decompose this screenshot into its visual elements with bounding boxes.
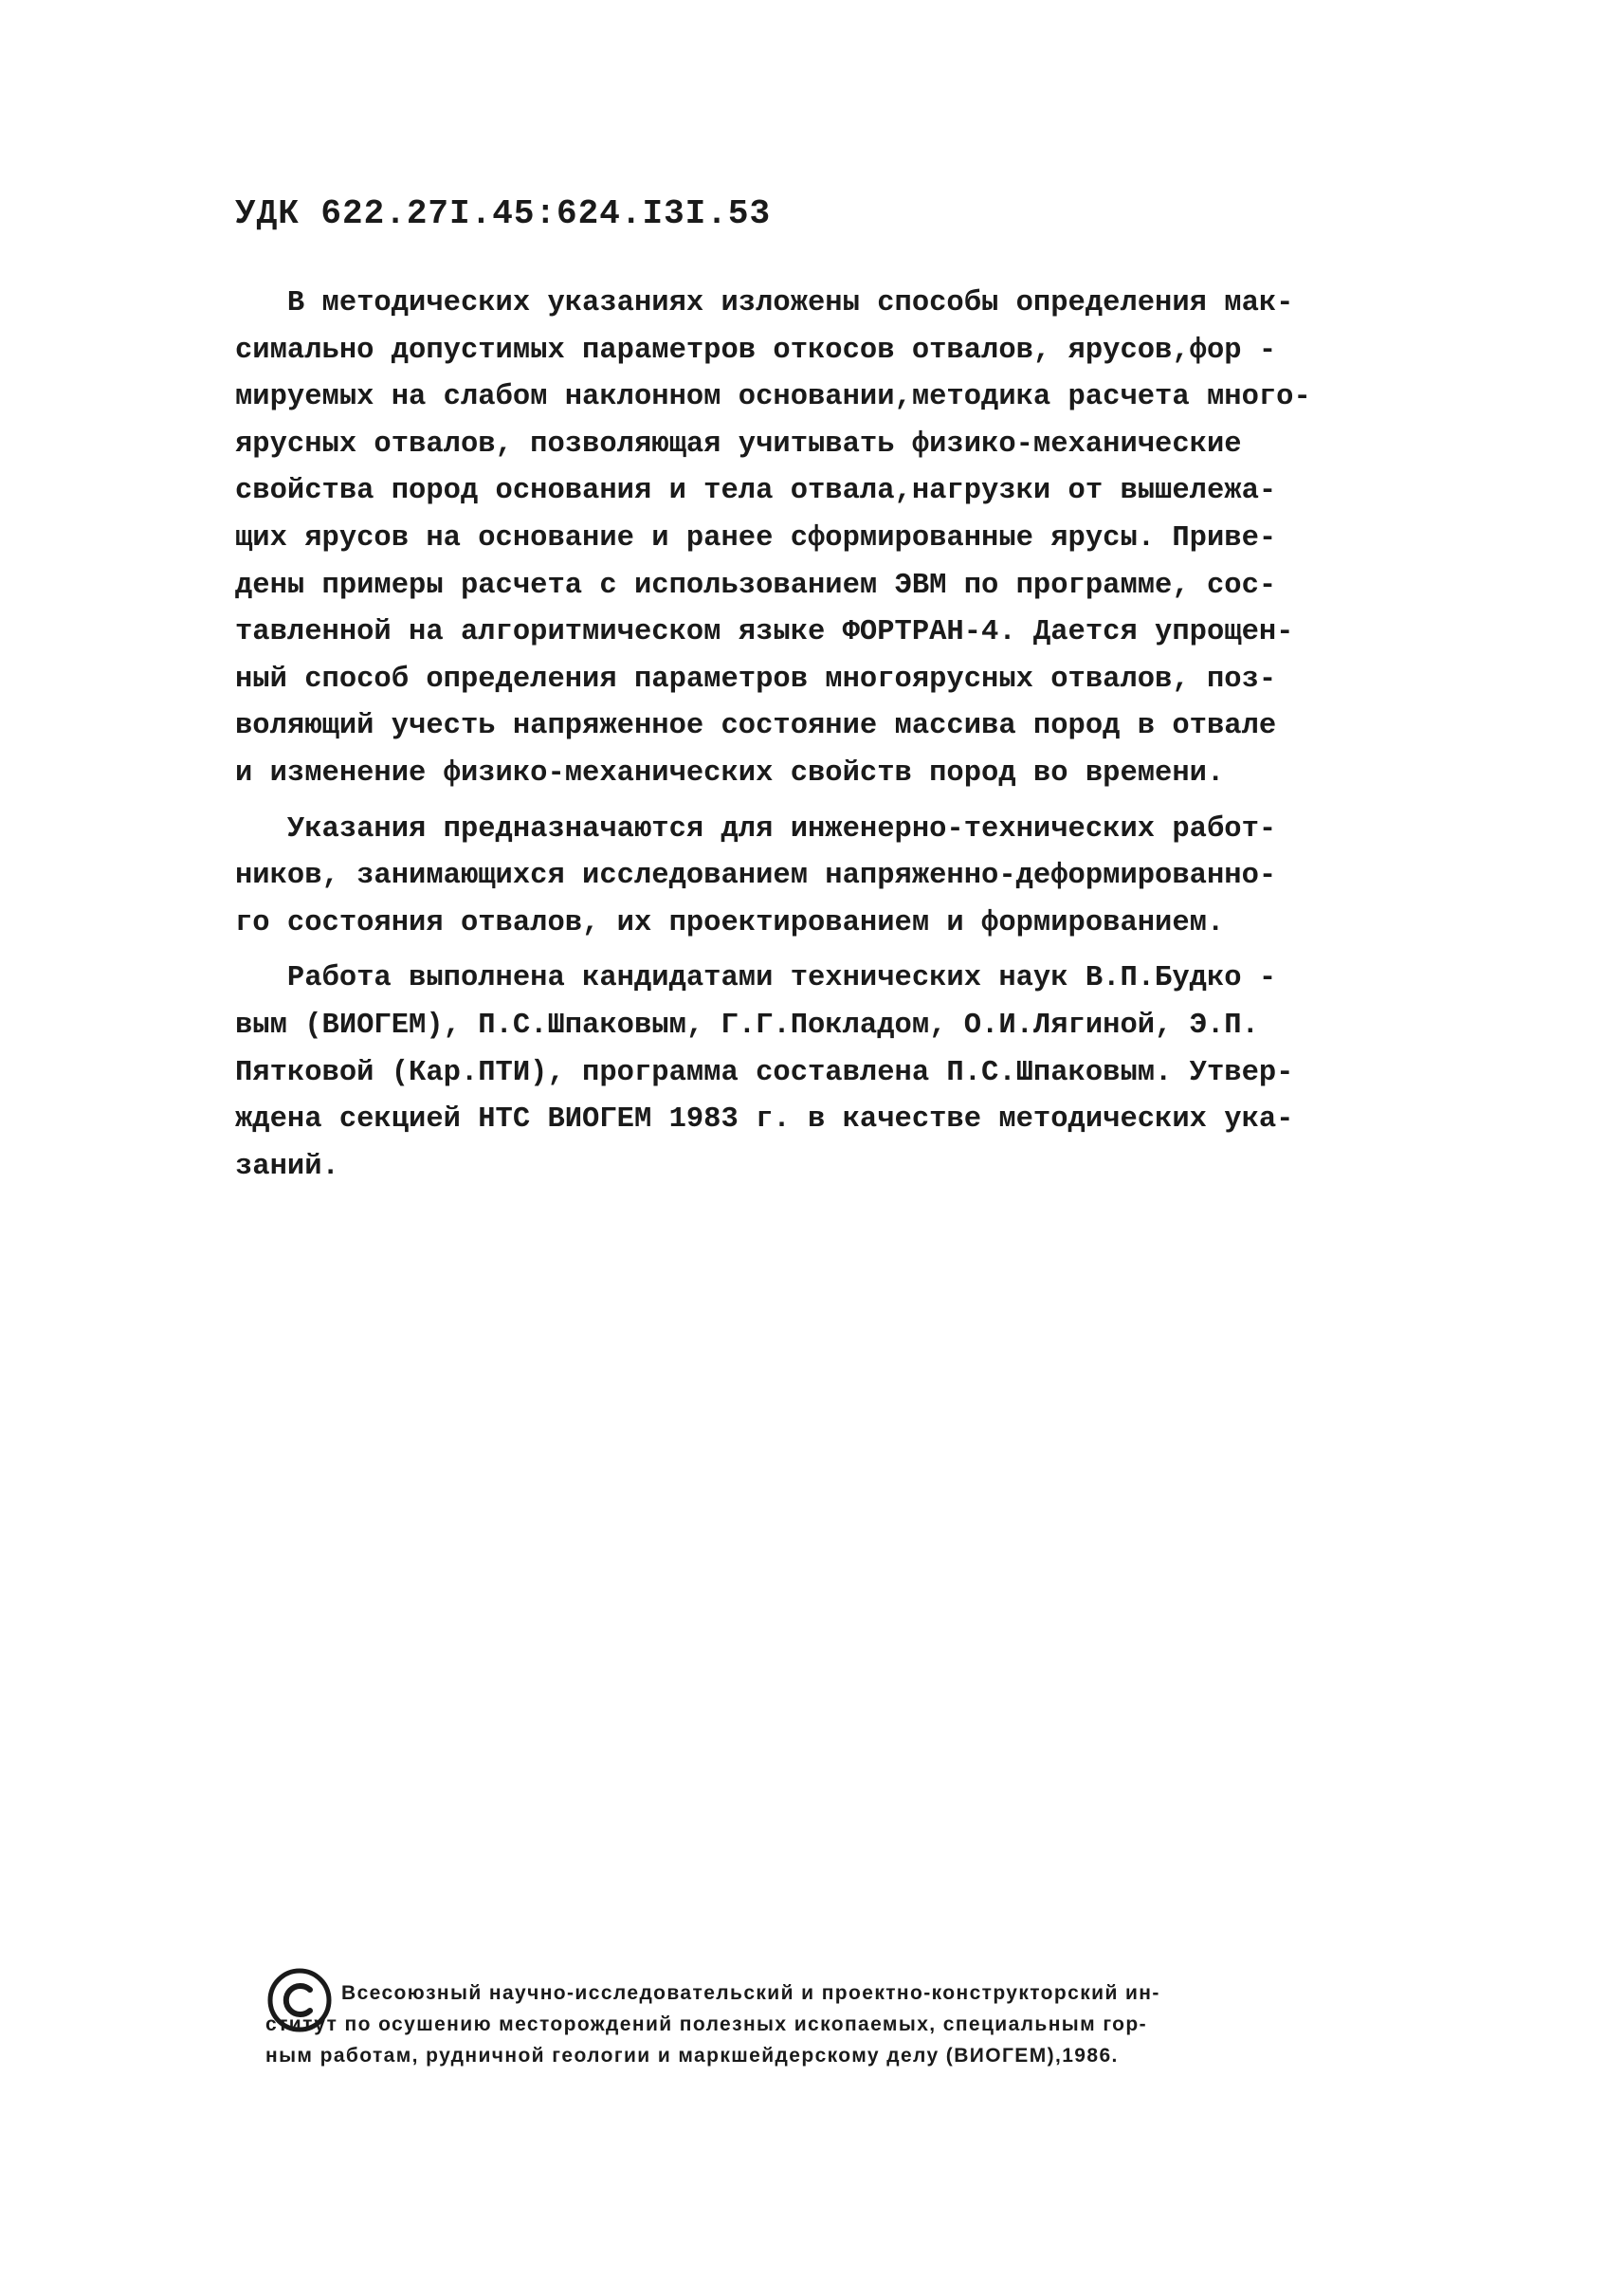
copyright-line: ным работам, рудничной геологии и маркшейдерскому делу (ВИОГЕМ),1986.	[265, 2045, 1119, 2067]
text-line: симально допустимых параметров откосов отвалов, ярусов,фор -	[235, 334, 1277, 367]
text-line: Указания предназначаются для инженерно-технических работ-	[235, 812, 1277, 846]
text-line: Пятковой (Кар.ПТИ), программа составлена П.С.Шпаковым. Утвер-	[235, 1056, 1294, 1089]
authors-paragraph	[235, 956, 1415, 1191]
copyright-line: ститут по осушению месторождений полезных ископаемых, специальным гор-	[265, 2013, 1148, 2035]
text-line: Работа выполнена кандидатами технических наук В.П.Будко -	[235, 962, 1277, 995]
text-line: воляющий учесть напряженное состояние массива пород в отвале	[235, 710, 1277, 743]
text-line: дены примеры расчета с использованием ЭВМ по программе, сос-	[235, 569, 1277, 602]
text-line: мируемых на слабом наклонном основании,методика расчета много-	[235, 381, 1311, 414]
text-line: ждена секцией НТС ВИОГЕМ 1983 г. в качестве методических ука-	[235, 1103, 1294, 1137]
copyright-line: Всесоюзный научно-исследовательский и проектно-конструкторский ин-	[341, 1982, 1160, 2004]
text-line: свойства пород основания и тела отвала,нагрузки от вышележа-	[235, 475, 1277, 508]
text-line: вым (ВИОГЕМ), П.С.Шпаковым, Г.Г.Покладом, О.И.Лягиной, Э.П.	[235, 1009, 1259, 1042]
copyright-notice	[265, 1964, 1403, 2087]
text-line: ный способ определения параметров многоярусных отвалов, поз-	[235, 663, 1277, 696]
audience-paragraph	[235, 807, 1415, 948]
text-line: заний.	[235, 1150, 339, 1183]
text-line: В методических указаниях изложены способы определения мак-	[235, 287, 1294, 319]
text-line: ярусных отвалов, позволяющая учитывать физико-механические	[235, 428, 1242, 461]
text-line: щих ярусов на основание и ранее сформированные ярусы. Приве-	[235, 521, 1277, 555]
text-line: и изменение физико-механических свойств пород во времени.	[235, 756, 1225, 790]
copyright-text	[265, 1977, 1413, 2071]
udk-code: УДК 622.27I.45:624.I3I.53	[235, 194, 772, 233]
text-line: тавленной на алгоритмическом языке ФОРТРАН-4. Дается упрощен-	[235, 616, 1294, 649]
abstract-paragraph	[235, 281, 1415, 798]
text-line: ников, занимающихся исследованием напряженно-деформированно-	[235, 860, 1277, 893]
abstract-body	[235, 281, 1415, 1191]
text-line: го состояния отвалов, их проектированием и формированием.	[235, 906, 1225, 939]
